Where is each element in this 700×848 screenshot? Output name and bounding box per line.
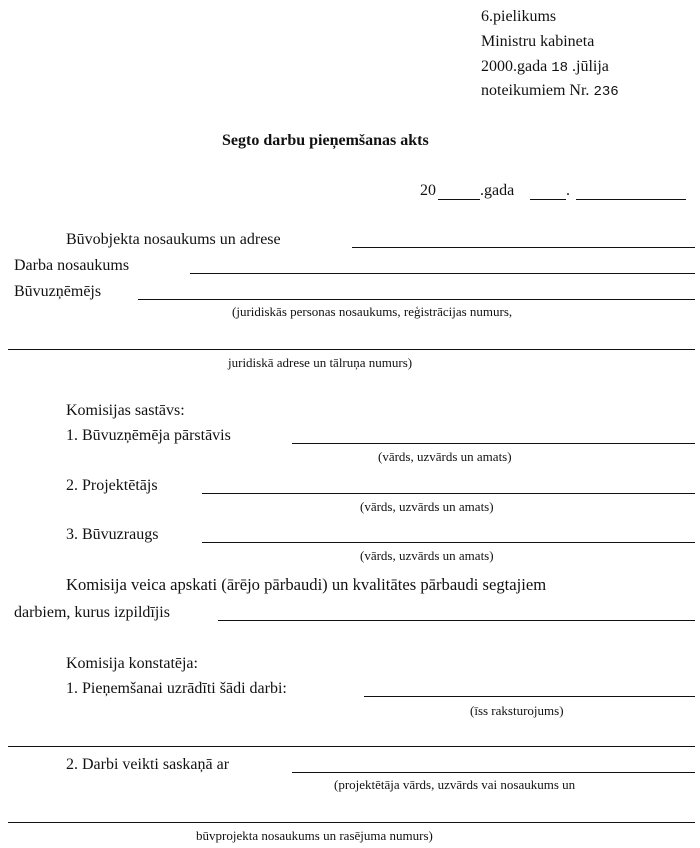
date-year-blank[interactable] (438, 199, 480, 200)
commission-member-3-line[interactable] (202, 542, 695, 543)
date-month-blank[interactable] (576, 199, 686, 200)
contractor-field-line-2[interactable] (8, 349, 695, 350)
annex-date-prefix: 2000.gada (481, 58, 548, 75)
contractor-caption-2: juridiskā adrese un tālruņa numurs) (228, 355, 413, 370)
annex-line-4 (481, 82, 619, 101)
work-field-line[interactable] (190, 273, 695, 274)
contractor-caption-1: (juridiskās personas nosaukums, reģistrācijas numurs, (232, 304, 513, 319)
annex-line-3 (481, 58, 609, 77)
work-label: Darba nosaukums (14, 257, 130, 274)
commission-member-2-label: 2. Projektētājs (66, 477, 158, 494)
annex-date-day: 18 (551, 60, 569, 76)
finding-2-label: 2. Darbi veikti saskaņā ar (66, 756, 230, 773)
date-day-blank[interactable] (530, 199, 566, 200)
annex-regulation-prefix: noteikumiem Nr. (481, 82, 590, 99)
date-dot: . (566, 182, 570, 199)
commission-member-1-line[interactable] (292, 443, 695, 444)
inspection-text-line-1: Komisija veica apskati (ārējo pārbaudi) un kvalitātes pārbaudi segtajiem (66, 575, 547, 594)
annex-date-month: .jūlija (572, 58, 609, 75)
commission-member-2-line[interactable] (202, 493, 695, 494)
finding-2-line-2[interactable] (8, 822, 695, 823)
commission-member-1-caption: (vārds, uzvārds un amats) (378, 449, 512, 464)
date-year-prefix: 20 (420, 182, 436, 199)
commission-member-3-label: 3. Būvuzraugs (66, 526, 159, 543)
document-title: Segto darbu pieņemšanas akts (222, 132, 429, 149)
commission-heading: Komisijas sastāvs: (66, 402, 185, 419)
inspection-executor-line[interactable] (218, 620, 695, 621)
contractor-field-line[interactable] (138, 299, 695, 300)
inspection-text-line-2: darbiem, kurus izpildījis (14, 604, 170, 621)
finding-2-caption-2: būvprojekta nosaukums un rasējuma numurs) (196, 828, 433, 843)
commission-member-2-caption: (vārds, uzvārds un amats) (360, 499, 494, 514)
finding-1-line-2[interactable] (8, 746, 695, 747)
annex-line-1: 6.pielikums (481, 8, 557, 25)
contractor-label: Būvuzņēmējs (14, 283, 102, 300)
commission-member-1-label: 1. Būvuzņēmēja pārstāvis (66, 427, 231, 444)
finding-1-label: 1. Pieņemšanai uzrādīti šādi darbi: (66, 680, 287, 697)
findings-heading: Komisija konstatēja: (66, 655, 198, 672)
finding-1-line[interactable] (364, 696, 695, 697)
commission-member-3-caption: (vārds, uzvārds un amats) (360, 548, 494, 563)
finding-2-caption-1: (projektētāja vārds, uzvārds vai nosaukums un (334, 777, 576, 792)
object-label: Būvobjekta nosaukums un adrese (66, 231, 281, 248)
date-gada-label: .gada (480, 182, 515, 199)
object-field-line[interactable] (352, 247, 695, 248)
finding-2-line[interactable] (292, 772, 695, 773)
annex-regulation-number: 236 (593, 84, 619, 100)
annex-line-2: Ministru kabineta (481, 33, 595, 50)
finding-1-caption: (īss raksturojums) (470, 703, 564, 718)
